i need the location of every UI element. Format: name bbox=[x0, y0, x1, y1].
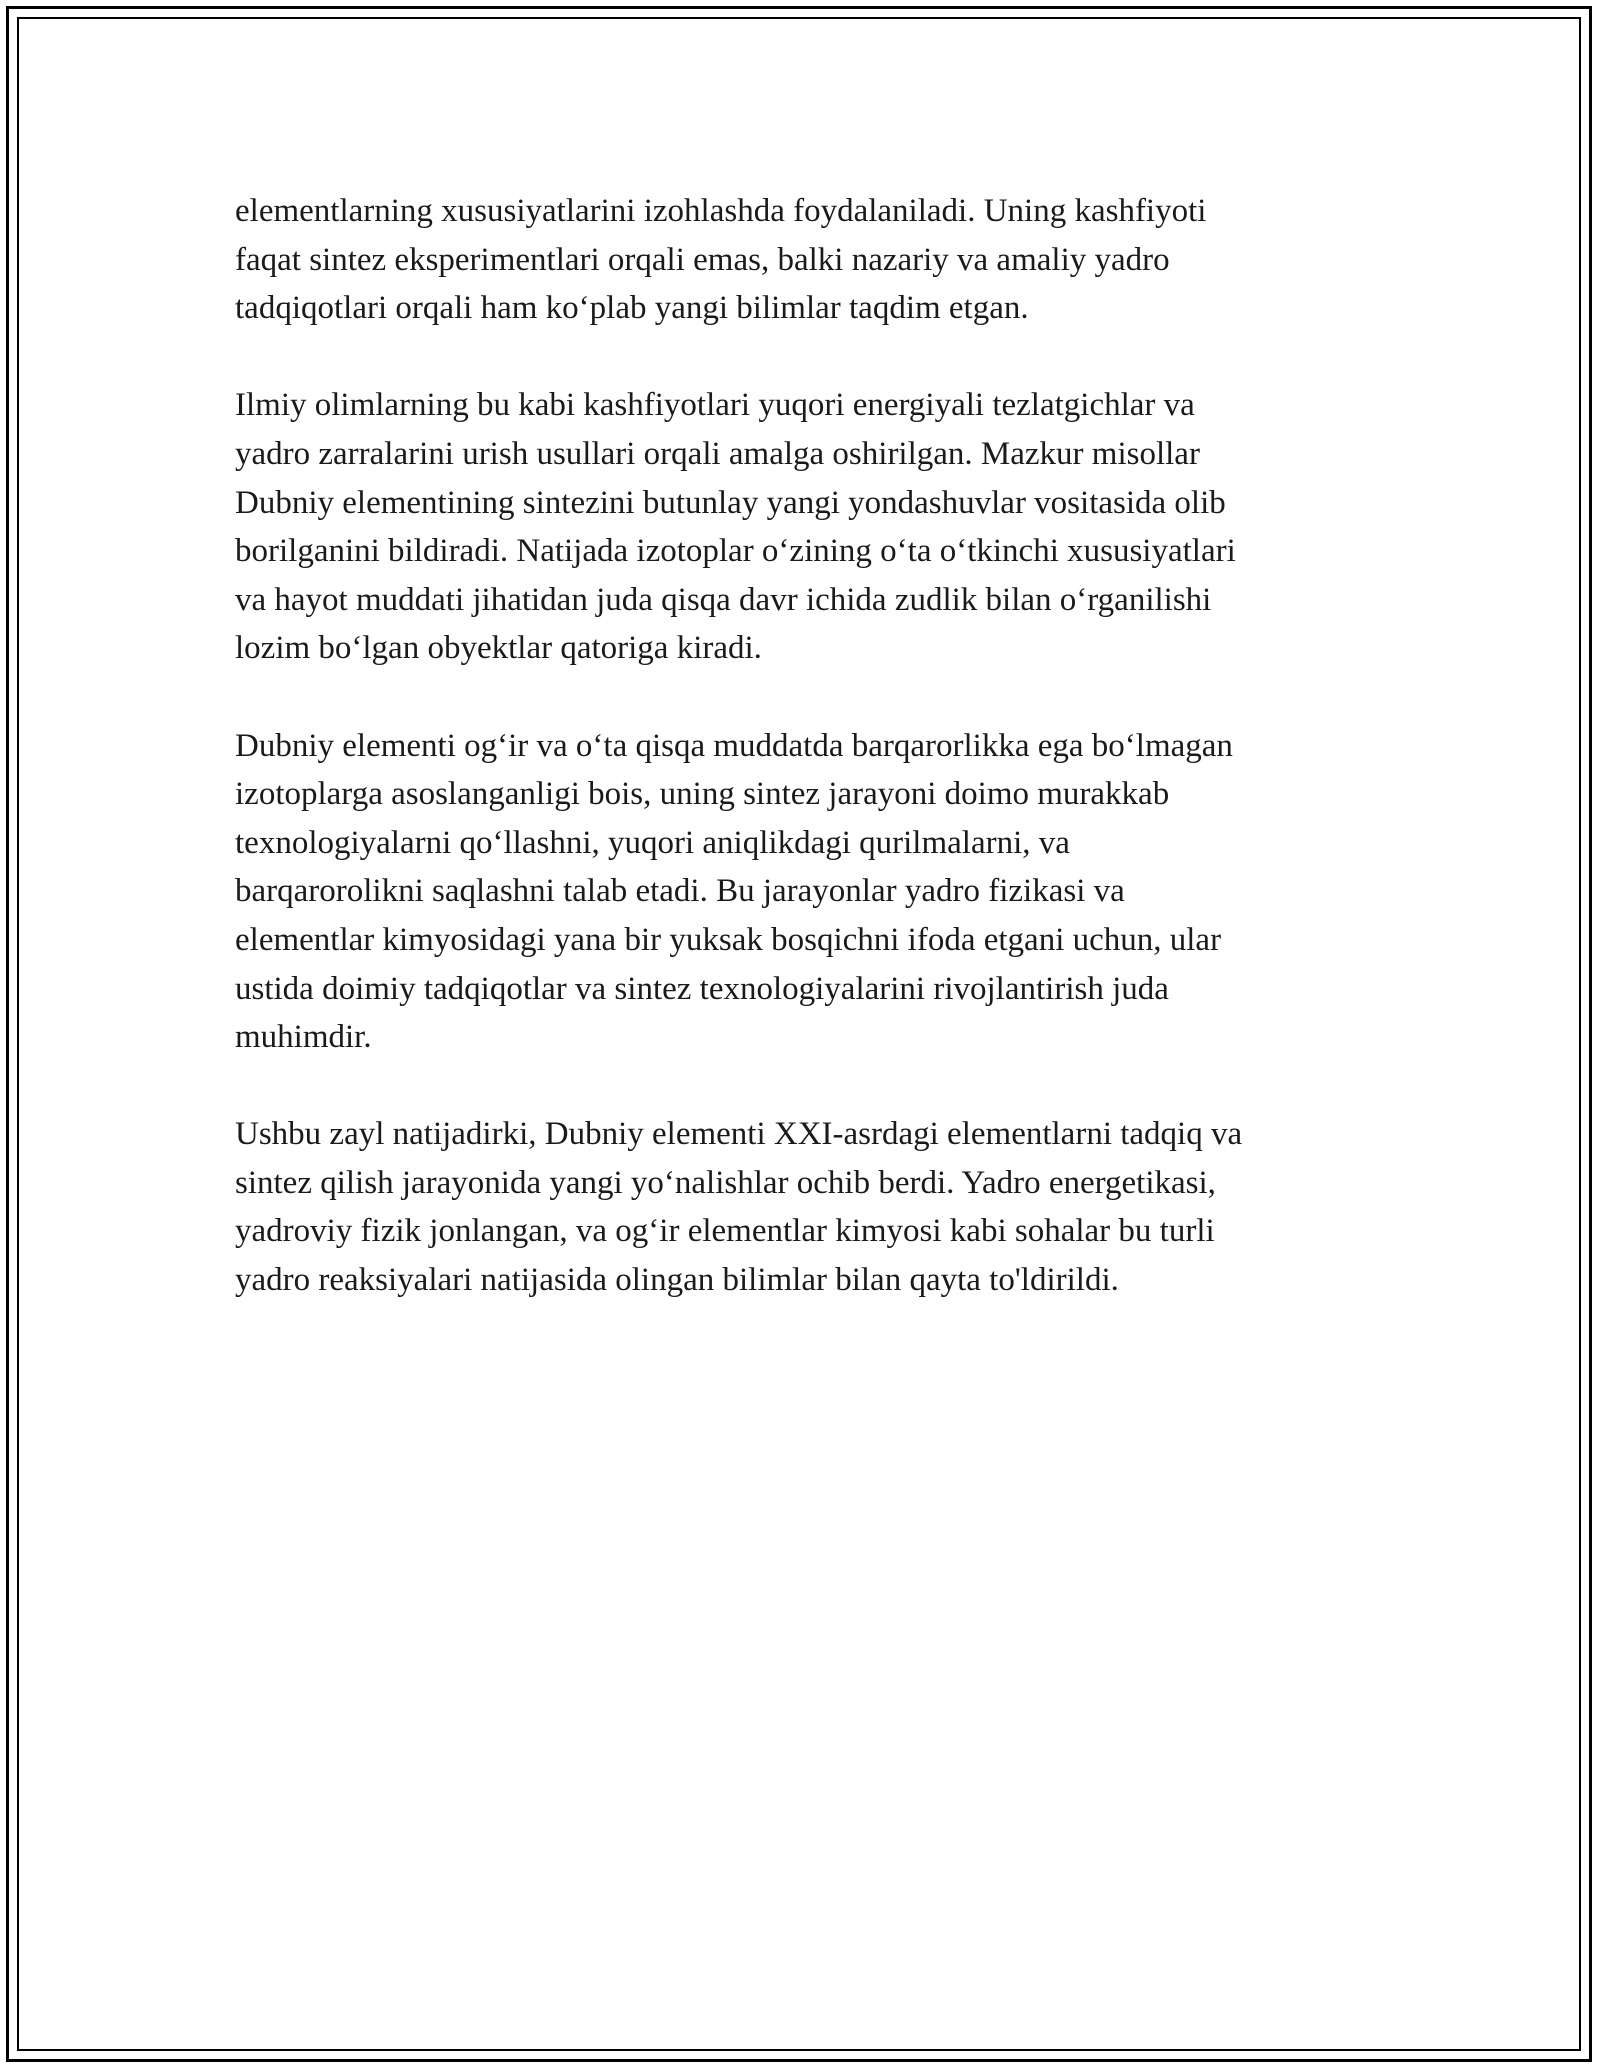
text-line: texnologiyalarni qo‘llashni, yuqori aniqlikdagi qurilmalarni, va bbox=[235, 824, 1070, 861]
text-line: barqarorolikni saqlashni talab etadi. Bu jarayonlar yadro fizikasi va bbox=[235, 873, 1125, 910]
text-line: borilganini bildiradi. Natijada izotoplar o‘zining o‘ta o‘tkinchi xususiyatlari bbox=[235, 533, 1236, 570]
text-line: elementlarning xususiyatlarini izohlashda foydalaniladi. Uning kashfiyoti bbox=[235, 193, 1207, 229]
paragraph-2 bbox=[235, 381, 1395, 673]
text-line: Dubniy elementi og‘ir va o‘ta qisqa muddatda barqarorlikka ega bo‘lmagan bbox=[235, 727, 1233, 764]
text-line: tadqiqotlari orqali ham ko‘plab yangi bilimlar taqdim etgan. bbox=[235, 290, 1029, 327]
text-line: izotoplarga asoslanganligi bois, uning sintez jarayoni doimo murakkab bbox=[235, 776, 1170, 813]
text-line: va hayot muddati jihatidan juda qisqa davr ichida zudlik bilan o‘rganilishi bbox=[235, 581, 1212, 618]
paragraph-1 bbox=[235, 187, 1395, 333]
text-line: ustida doimiy tadqiqotlar va sintez texnologiyalarini rivojlantirish juda bbox=[235, 970, 1169, 1007]
text-line: Ushbu zayl natijadirki, Dubniy elementi XXI-asrdagi elementlarni tadqiq va bbox=[235, 1116, 1243, 1153]
text-line: Dubniy elementining sintezini butunlay yangi yondashuvlar vositasida olib bbox=[235, 484, 1226, 521]
text-line: sintez qilish jarayonida yangi yo‘nalishlar ochib berdi. Yadro energetikasi, bbox=[235, 1164, 1216, 1201]
text-line: elementlar kimyosidagi yana bir yuksak bosqichni ifoda etgani uchun, ular bbox=[235, 921, 1222, 958]
paragraph-3 bbox=[235, 722, 1395, 1062]
document-body bbox=[235, 187, 1395, 1353]
text-line: lozim bo‘lgan obyektlar qatoriga kiradi. bbox=[235, 630, 762, 667]
text-line: yadro zarralarini urish usullari orqali amalga oshirilgan. Mazkur misollar bbox=[235, 435, 1200, 472]
paragraph-4 bbox=[235, 1110, 1395, 1304]
text-line: yadro reaksiyalari natijasida olingan bilimlar bilan qayta to'ldirildi. bbox=[235, 1262, 1119, 1299]
text-line: faqat sintez eksperimentlari orqali emas, balki nazariy va amaliy yadro bbox=[235, 241, 1170, 278]
text-line: muhimdir. bbox=[235, 1019, 372, 1056]
text-line: yadroviy fizik jonlangan, va og‘ir elementlar kimyosi kabi sohalar bu turli bbox=[235, 1213, 1215, 1250]
text-line: Ilmiy olimlarning bu kabi kashfiyotlari yuqori energiyali tezlatgichlar va bbox=[235, 387, 1195, 424]
